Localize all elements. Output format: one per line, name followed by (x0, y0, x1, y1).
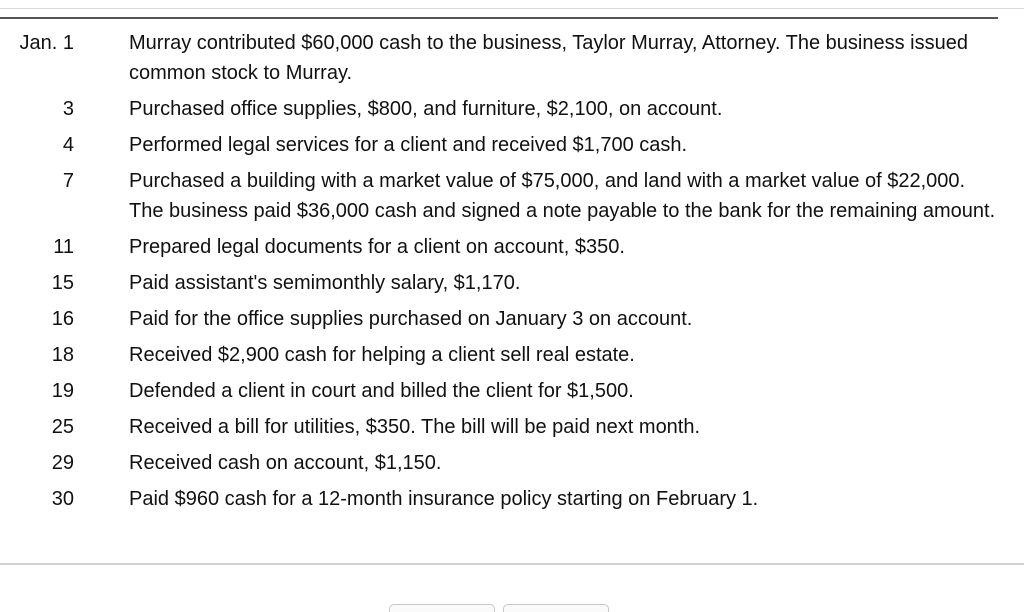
transaction-date: 4 (62, 134, 74, 156)
transaction-row (0, 262, 998, 298)
transaction-row (0, 124, 998, 160)
transaction-date: 3 (62, 98, 74, 120)
transaction-description: Received $2,900 cash for helping a client sell real estate. (129, 344, 635, 366)
transaction-date: 19 (51, 380, 74, 402)
transaction-description: Purchased office supplies, $800, and furniture, $2,100, on account. (129, 98, 723, 120)
transaction-date: 7 (62, 170, 74, 192)
transaction-row (0, 478, 998, 514)
transaction-date: 30 (51, 488, 74, 510)
transaction-row (0, 370, 998, 406)
transaction-date: 29 (51, 452, 74, 474)
transaction-row (0, 88, 998, 124)
transaction-date: 25 (51, 416, 74, 438)
transaction-date: 18 (51, 344, 74, 366)
transaction-row (0, 160, 998, 226)
transaction-row (0, 226, 998, 262)
transaction-row (0, 298, 998, 334)
action-button[interactable] (503, 604, 609, 612)
transaction-date: Jan. 1 (19, 32, 74, 54)
transaction-description: Paid for the office supplies purchased on January 3 on account. (129, 308, 693, 330)
transaction-description: Paid assistant's semimonthly salary, $1,170. (129, 272, 521, 294)
bottom-divider (0, 563, 1024, 565)
transaction-date: 11 (53, 236, 74, 258)
top-divider (0, 8, 1024, 9)
action-button[interactable] (389, 604, 495, 612)
transaction-date: 15 (51, 272, 74, 294)
transaction-description: Purchased a building with a market value of $75,000, and land with a market value of $22,000. The business paid $36,000 cash and signed a note payable to the bank for the remaining amount. (129, 170, 996, 222)
transaction-description: Defended a client in court and billed the client for $1,500. (129, 380, 634, 402)
transaction-description: Murray contributed $60,000 cash to the business, Taylor Murray, Attorney. The business issued common stock to Murray. (129, 32, 968, 84)
transaction-row (0, 442, 998, 478)
transaction-row (0, 334, 998, 370)
transaction-description: Received cash on account, $1,150. (129, 452, 442, 474)
transaction-date: 16 (51, 308, 74, 330)
transaction-row (0, 406, 998, 442)
transaction-description: Prepared legal documents for a client on account, $350. (129, 236, 625, 258)
transaction-description: Received a bill for utilities, $350. The bill will be paid next month. (129, 416, 701, 438)
transaction-row (0, 19, 998, 88)
transaction-description: Paid $960 cash for a 12-month insurance policy starting on February 1. (129, 488, 759, 510)
transaction-description: Performed legal services for a client and received $1,700 cash. (129, 134, 688, 156)
transactions-table (0, 17, 998, 514)
